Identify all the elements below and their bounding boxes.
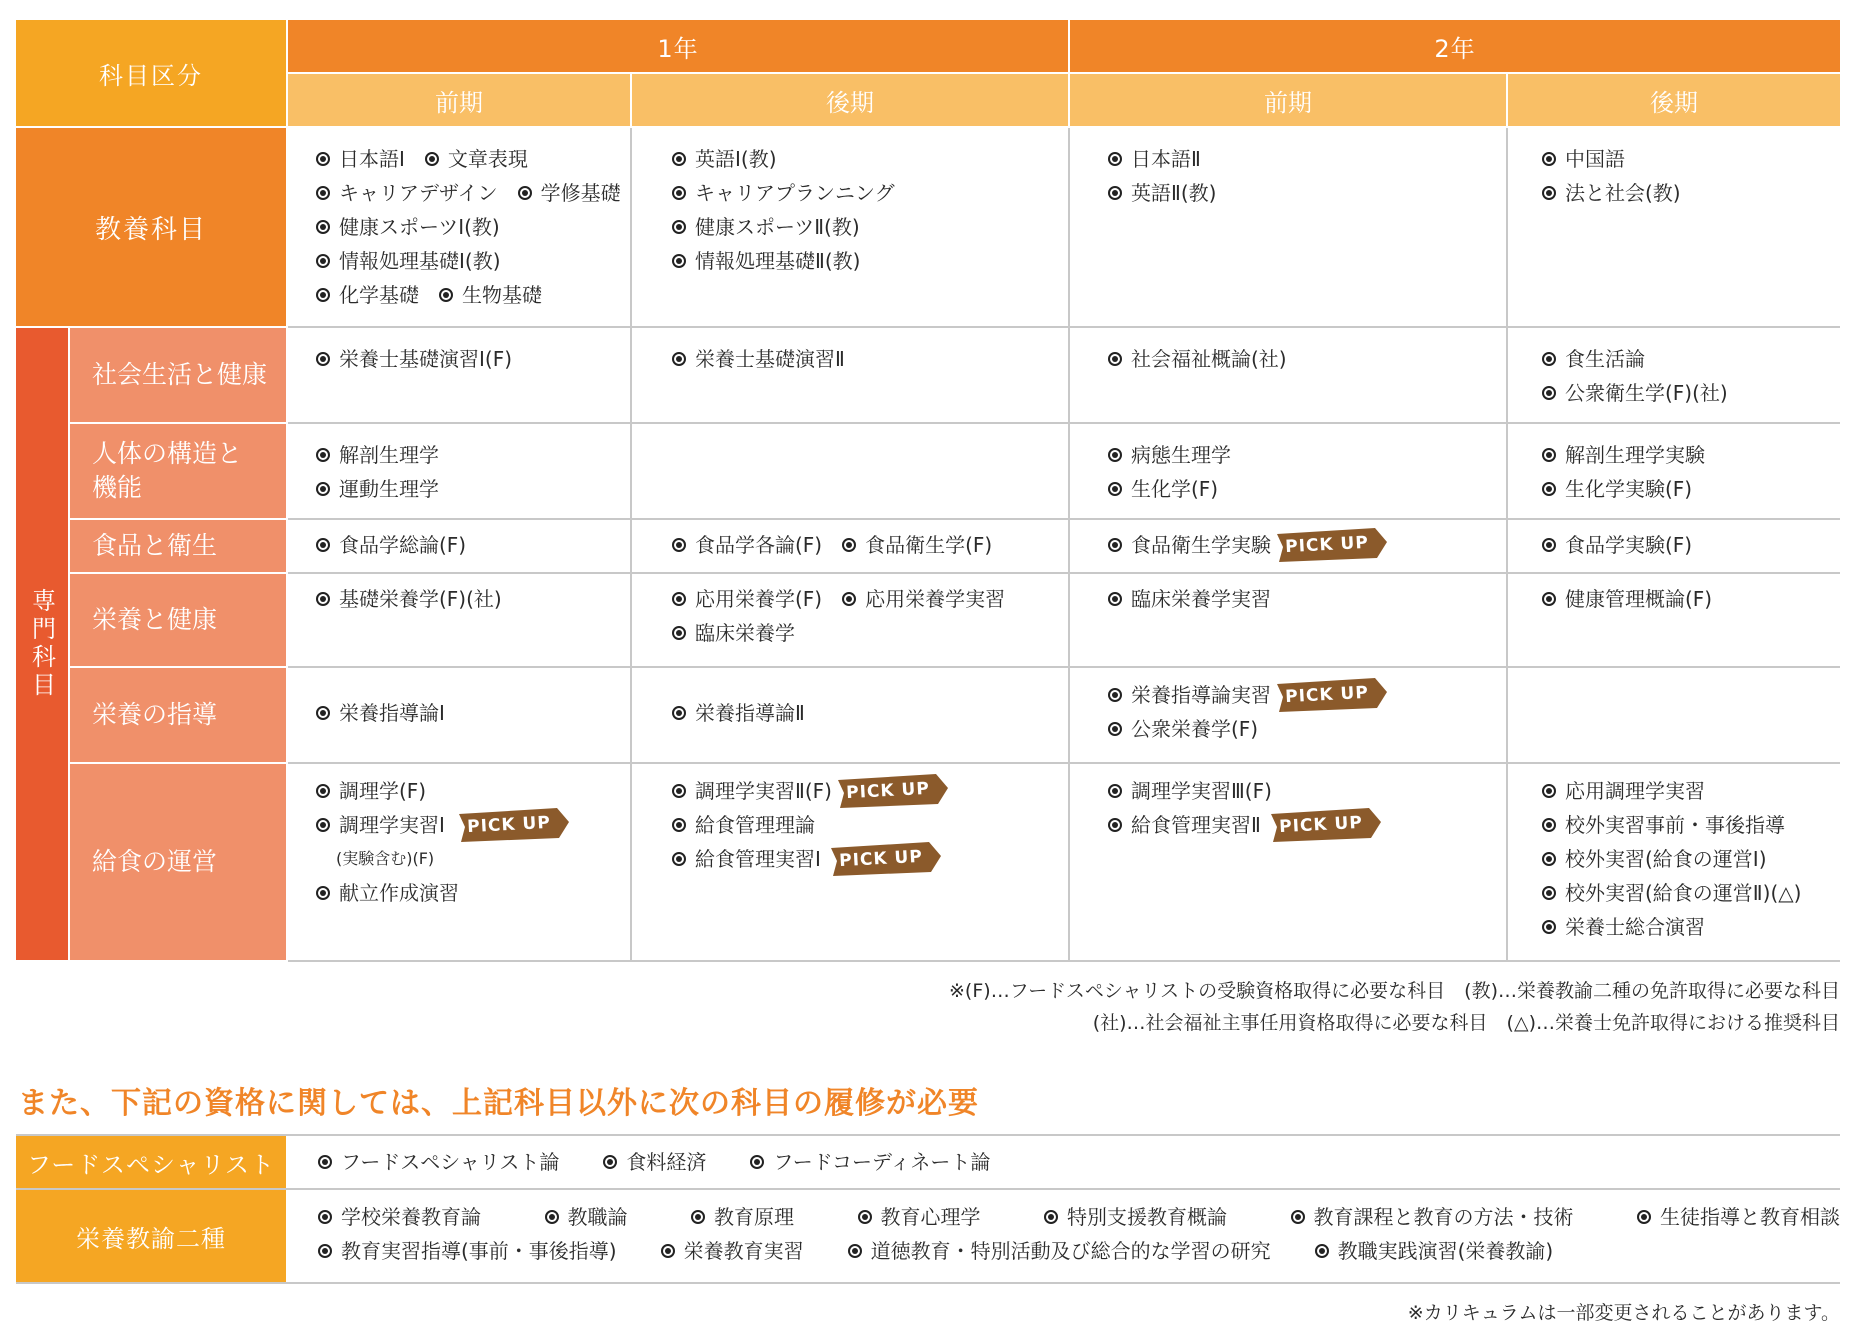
bullet-icon <box>1542 482 1556 496</box>
subject: 教育実習指導(事前・事後指導) <box>341 1239 617 1263</box>
list-item <box>545 1200 628 1234</box>
list-item <box>1542 376 1728 410</box>
r4-c3 <box>1070 574 1506 666</box>
bullet-icon <box>316 448 330 462</box>
nutrition-teacher-label <box>16 1190 286 1282</box>
subject: 給食管理理論 <box>695 813 815 837</box>
list-item <box>318 1200 481 1234</box>
r2-c4 <box>1508 424 1840 518</box>
list-item <box>672 176 895 210</box>
subject: 校外実習(給食の運営Ⅰ) <box>1565 847 1767 871</box>
list-item <box>1542 342 1645 376</box>
list-item <box>672 696 805 730</box>
subject: 校外実習事前・事後指導 <box>1565 813 1785 837</box>
row-label-r2 <box>70 424 286 518</box>
pickup-label: PICK UP <box>1284 682 1370 708</box>
subject: 公衆栄養学(F) <box>1131 717 1259 741</box>
bullet-icon <box>316 706 330 720</box>
bullet-icon <box>672 706 686 720</box>
y1-second-header <box>632 74 1068 126</box>
category-header-label: 科目区分 <box>99 61 203 90</box>
bullet-icon <box>425 152 439 166</box>
y2-second-label: 後期 <box>1650 88 1698 117</box>
r6-c4 <box>1508 764 1840 960</box>
list-item <box>316 342 512 376</box>
year2-header <box>1070 20 1840 72</box>
list-item <box>1108 808 1261 842</box>
r5-c1 <box>288 668 630 762</box>
bullet-icon <box>1542 592 1556 606</box>
bullet-icon <box>316 886 330 900</box>
subject: 応用栄養学(F) <box>695 587 823 611</box>
list-item <box>316 696 445 730</box>
senmon-label <box>16 328 68 960</box>
y1-first-header <box>288 74 630 126</box>
list-item <box>1108 774 1272 808</box>
bullet-icon <box>1108 818 1122 832</box>
r1-c2 <box>632 328 1068 422</box>
list-item <box>316 528 466 562</box>
list-item <box>1542 176 1681 210</box>
subject: 調理学実習Ⅲ(F) <box>1131 779 1272 803</box>
subject: 食料経済 <box>626 1150 707 1174</box>
subject: 教職論 <box>567 1205 628 1229</box>
list-item <box>316 244 501 278</box>
bullet-icon <box>842 538 856 552</box>
kyoyo-c2 <box>632 128 1068 326</box>
bullet-icon <box>750 1155 764 1169</box>
list-item <box>316 472 439 506</box>
row-label-r3 <box>70 520 286 572</box>
list-item <box>318 1234 617 1268</box>
subject: 特別支援教育概論 <box>1067 1205 1227 1229</box>
list-item <box>672 582 822 616</box>
list-item <box>439 278 542 312</box>
bullet-icon <box>318 1244 332 1258</box>
list-item <box>842 528 992 562</box>
subject: 化学基礎 <box>339 283 419 307</box>
row-label-r6-text: 給食の運営 <box>92 847 218 876</box>
list-item <box>316 774 426 808</box>
bullet-icon <box>1542 352 1556 366</box>
row-label-r2-text: 人体の構造と機能 <box>92 439 243 502</box>
legend-note-1: ※(F)…フードスペシャリストの受験資格取得に必要な科目 (教)…栄養教諭二種の免許取得に必要な科目 <box>949 980 1840 1002</box>
footer-note: ※カリキュラムは一部変更されることがあります。 <box>1407 1302 1840 1324</box>
year1-label: 1年 <box>657 34 699 63</box>
subject: 英語Ⅱ(教) <box>1131 181 1217 205</box>
bullet-icon <box>316 538 330 552</box>
pickup-badge <box>1277 678 1387 712</box>
bullet-icon <box>316 254 330 268</box>
kyoyo-label <box>16 128 286 326</box>
bullet-icon <box>439 288 453 302</box>
food-specialist-label <box>16 1136 286 1188</box>
list-item <box>316 582 502 616</box>
bullet-icon <box>316 288 330 302</box>
list-item <box>672 210 860 244</box>
subject: 給食管理実習Ⅱ <box>1131 813 1261 837</box>
row-label-r4-text: 栄養と健康 <box>92 605 218 634</box>
row-label-r4 <box>70 574 286 666</box>
subject: 教育心理学 <box>880 1205 981 1229</box>
bullet-icon <box>1542 538 1556 552</box>
bullet-icon <box>316 784 330 798</box>
bullet-icon <box>691 1210 705 1224</box>
bullet-icon <box>672 818 686 832</box>
bullet-icon <box>1291 1210 1305 1224</box>
bullet-icon <box>672 626 686 640</box>
r1-c3 <box>1070 328 1506 422</box>
bullet-icon <box>1542 920 1556 934</box>
year2-label: 2年 <box>1434 34 1476 63</box>
list-item <box>1542 582 1712 616</box>
bullet-icon <box>1637 1210 1651 1224</box>
bullet-icon <box>318 1155 332 1169</box>
pickup-badge <box>838 774 948 808</box>
r3-c4 <box>1508 520 1840 572</box>
y1-second-label: 後期 <box>826 88 874 117</box>
kyoyo-label-text: 教養科目 <box>94 214 207 245</box>
list-item <box>1542 528 1692 562</box>
bullet-icon <box>1108 186 1122 200</box>
subject: 食品衛生学実験 <box>1131 533 1271 557</box>
bullet-icon <box>1108 352 1122 366</box>
list-item <box>1108 582 1271 616</box>
list-item <box>1542 438 1705 472</box>
bullet-icon <box>1108 722 1122 736</box>
subject: 食生活論 <box>1565 347 1645 371</box>
list-item <box>1108 678 1271 712</box>
bullet-icon <box>858 1210 872 1224</box>
r2-c3 <box>1070 424 1506 518</box>
subject: 調理学実習Ⅰ <box>339 813 445 837</box>
list-item <box>858 1200 981 1234</box>
list-item <box>316 142 405 176</box>
subject: 病態生理学 <box>1131 443 1231 467</box>
pickup-badge <box>1271 808 1381 842</box>
r5-c3 <box>1070 668 1506 762</box>
subject: 給食管理実習Ⅰ <box>695 847 821 871</box>
list-item <box>750 1145 990 1179</box>
list-item <box>1637 1200 1840 1234</box>
list-item <box>1108 342 1287 376</box>
bullet-icon <box>672 592 686 606</box>
list-item <box>672 244 860 278</box>
row-label-r1 <box>70 328 286 422</box>
senmon-label-text: 専門科目 <box>27 588 56 700</box>
bullet-icon <box>545 1210 559 1224</box>
subject: 健康スポーツⅡ(教) <box>695 215 860 239</box>
subject: 健康管理概論(F) <box>1565 587 1713 611</box>
y1-first-label: 前期 <box>435 88 483 117</box>
year1-header <box>288 20 1068 72</box>
bullet-icon <box>316 818 330 832</box>
subject: 調理学(F) <box>339 779 427 803</box>
subject: 校外実習(給食の運営Ⅱ)(△) <box>1565 881 1802 905</box>
pickup-label: PICK UP <box>845 778 931 804</box>
list-item <box>1542 910 1705 944</box>
list-item <box>425 142 528 176</box>
bullet-icon <box>1044 1210 1058 1224</box>
list-item <box>1108 472 1218 506</box>
bullet-icon <box>316 482 330 496</box>
subject: フードスペシャリスト論 <box>341 1150 560 1174</box>
list-item <box>672 616 795 650</box>
y2-second-header <box>1508 74 1840 126</box>
pickup-label: PICK UP <box>1284 532 1370 558</box>
r6-c3 <box>1070 764 1506 960</box>
subject: 解剖生理学 <box>339 443 439 467</box>
bullet-icon <box>318 1210 332 1224</box>
r3-c1 <box>288 520 630 572</box>
subject: 応用栄養学実習 <box>865 587 1006 611</box>
subject: 文章表現 <box>447 147 528 171</box>
list-item <box>1542 774 1705 808</box>
subject: 生化学(F) <box>1131 477 1219 501</box>
bullet-icon <box>672 538 686 552</box>
bullet-icon <box>316 352 330 366</box>
subject: 公衆衛生学(F)(社) <box>1565 381 1728 405</box>
list-item <box>316 876 459 910</box>
list-item <box>1108 528 1271 562</box>
list-item <box>1542 808 1785 842</box>
bullet-icon <box>842 592 856 606</box>
list-item <box>316 438 439 472</box>
row-label-r5-text: 栄養の指導 <box>92 700 218 729</box>
bullet-icon <box>316 592 330 606</box>
subject: 食品学実験(F) <box>1565 533 1693 557</box>
subject: 栄養教育実習 <box>683 1239 804 1263</box>
bullet-icon <box>1108 538 1122 552</box>
row-label-r3-text: 食品と衛生 <box>92 531 218 560</box>
subject: 健康スポーツⅠ(教) <box>339 215 500 239</box>
nutrition-teacher-items <box>318 1190 1840 1282</box>
subject: 社会福祉概論(社) <box>1131 347 1287 371</box>
list-item <box>316 278 419 312</box>
bullet-icon <box>672 220 686 234</box>
subject: 情報処理基礎Ⅰ(教) <box>339 249 501 273</box>
subject: 調理学実習Ⅱ(F) <box>695 779 832 803</box>
list-item <box>316 176 498 210</box>
bullet-icon <box>661 1244 675 1258</box>
pickup-label: PICK UP <box>466 812 552 838</box>
list-item <box>672 342 845 376</box>
list-item <box>672 528 822 562</box>
subject: 日本語Ⅱ <box>1131 147 1201 171</box>
list-item <box>1044 1200 1227 1234</box>
subject: 栄養指導論Ⅰ <box>339 701 445 725</box>
subject: 教育課程と教育の方法・技術 <box>1313 1205 1574 1229</box>
row-label-r6 <box>70 764 286 960</box>
list-item <box>842 582 1005 616</box>
list-item <box>672 842 821 876</box>
r5-c2 <box>632 668 1068 762</box>
bullet-icon <box>1108 784 1122 798</box>
list-item <box>518 176 621 210</box>
bullet-icon <box>848 1244 862 1258</box>
food-specialist-items <box>318 1136 1818 1188</box>
list-item <box>1108 142 1201 176</box>
bullet-icon <box>518 186 532 200</box>
r3-c2 <box>632 520 1068 572</box>
list-item <box>672 142 777 176</box>
subject: 英語Ⅰ(教) <box>695 147 777 171</box>
subject: 法と社会(教) <box>1565 181 1681 205</box>
bullet-icon <box>1542 886 1556 900</box>
r6-c1 <box>288 764 630 960</box>
bullet-icon <box>1542 818 1556 832</box>
subject: キャリアデザイン <box>339 181 498 205</box>
subject: 栄養指導論Ⅱ <box>695 701 805 725</box>
subject: 栄養指導論実習 <box>1131 683 1271 707</box>
bullet-icon <box>1108 448 1122 462</box>
list-item <box>1542 142 1625 176</box>
list-item <box>672 774 832 808</box>
legend-note-2: (社)…社会福祉主事任用資格取得に必要な科目 (△)…栄養士免許取得における推奨科目 <box>1092 1012 1840 1034</box>
bullet-icon <box>672 784 686 798</box>
list-item <box>1542 842 1767 876</box>
subject: 学修基礎 <box>540 181 621 205</box>
subject: 日本語Ⅰ <box>339 147 405 171</box>
r1-c1 <box>288 328 630 422</box>
food-specialist-label-text: フードスペシャリスト <box>26 1150 276 1179</box>
bullet-icon <box>316 220 330 234</box>
list-item <box>1542 876 1801 910</box>
list-item <box>603 1145 706 1179</box>
bullet-icon <box>316 152 330 166</box>
subject: 生徒指導と教育相談 <box>1660 1205 1840 1229</box>
kyoyo-c1 <box>288 128 630 326</box>
bullet-icon <box>672 152 686 166</box>
subject: 生物基礎 <box>462 283 542 307</box>
bullet-icon <box>672 186 686 200</box>
row-label-r1-text: 社会生活と健康 <box>92 360 268 389</box>
bullet-icon <box>1108 152 1122 166</box>
subject: 中国語 <box>1565 147 1625 171</box>
pickup-badge <box>1277 528 1387 562</box>
kyoyo-c3 <box>1070 128 1506 326</box>
subject-note: (実験含む)(F) <box>336 849 435 868</box>
bullet-icon <box>1542 852 1556 866</box>
list-item <box>316 808 445 842</box>
bullet-icon <box>1542 784 1556 798</box>
bullet-icon <box>1108 592 1122 606</box>
bullet-icon <box>316 186 330 200</box>
subject: 栄養士基礎演習Ⅱ <box>695 347 845 371</box>
list-item <box>318 1145 559 1179</box>
category-header <box>16 20 286 126</box>
subject: 教育原理 <box>714 1205 794 1229</box>
grid-line <box>288 960 1840 962</box>
subject: 臨床栄養学 <box>695 621 795 645</box>
pickup-label: PICK UP <box>1278 812 1364 838</box>
r1-c4 <box>1508 328 1840 422</box>
kyoyo-c4 <box>1508 128 1840 326</box>
subject: 食品学総論(F) <box>339 533 467 557</box>
list-item <box>848 1234 1271 1268</box>
bullet-icon <box>1315 1244 1329 1258</box>
subject: 教職実践演習(栄養教諭) <box>1337 1239 1554 1263</box>
r4-c2 <box>632 574 1068 666</box>
subject: フードコーディネート論 <box>773 1150 991 1174</box>
subject: 道徳教育・特別活動及び総合的な学習の研究 <box>870 1239 1271 1263</box>
bullet-icon <box>672 254 686 268</box>
subject: 食品学各論(F) <box>695 533 823 557</box>
list-item <box>691 1200 794 1234</box>
list-item <box>1108 176 1216 210</box>
subject: 情報処理基礎Ⅱ(教) <box>695 249 861 273</box>
r3-c3 <box>1070 520 1506 572</box>
bullet-icon <box>1108 688 1122 702</box>
r4-c4 <box>1508 574 1840 666</box>
subject: 食品衛生学(F) <box>865 533 993 557</box>
subject: 臨床栄養学実習 <box>1131 587 1271 611</box>
list-item <box>316 210 500 244</box>
pickup-label: PICK UP <box>838 846 924 872</box>
row-label-r5 <box>70 668 286 762</box>
pickup-badge <box>459 808 569 842</box>
bullet-icon <box>1542 152 1556 166</box>
bullet-icon <box>603 1155 617 1169</box>
r4-c1 <box>288 574 630 666</box>
subject: 応用調理学実習 <box>1565 779 1705 803</box>
subject: 学校栄養教育論 <box>341 1205 481 1229</box>
bullet-icon <box>1542 448 1556 462</box>
list-item <box>1542 472 1692 506</box>
list-item <box>661 1234 804 1268</box>
list-item <box>1315 1234 1554 1268</box>
bullet-icon <box>1108 482 1122 496</box>
nutrition-teacher-label-text: 栄養教諭二種 <box>76 1224 226 1253</box>
list-item <box>1108 712 1258 746</box>
list-item <box>1291 1200 1574 1234</box>
list-item <box>672 808 815 842</box>
subject: 栄養士基礎演習Ⅰ(F) <box>339 347 513 371</box>
bullet-icon <box>672 352 686 366</box>
subject: 栄養士総合演習 <box>1565 915 1705 939</box>
subject: キャリアプランニング <box>695 181 895 205</box>
subject: 生化学実験(F) <box>1565 477 1693 501</box>
bullet-icon <box>672 852 686 866</box>
pickup-badge <box>831 842 941 876</box>
subject: 基礎栄養学(F)(社) <box>339 587 502 611</box>
grid-line <box>16 1282 1840 1284</box>
bullet-icon <box>1542 386 1556 400</box>
list-item <box>1108 438 1231 472</box>
bullet-icon <box>1542 186 1556 200</box>
subject: 献立作成演習 <box>339 881 459 905</box>
y2-first-label: 前期 <box>1264 88 1312 117</box>
extra-headline: また、下記の資格に関しては、上記科目以外に次の科目の履修が必要 <box>18 1086 979 1121</box>
r2-c1 <box>288 424 630 518</box>
subject: 解剖生理学実験 <box>1565 443 1705 467</box>
r6-c2 <box>632 764 1068 960</box>
subject: 運動生理学 <box>339 477 439 501</box>
y2-first-header <box>1070 74 1506 126</box>
